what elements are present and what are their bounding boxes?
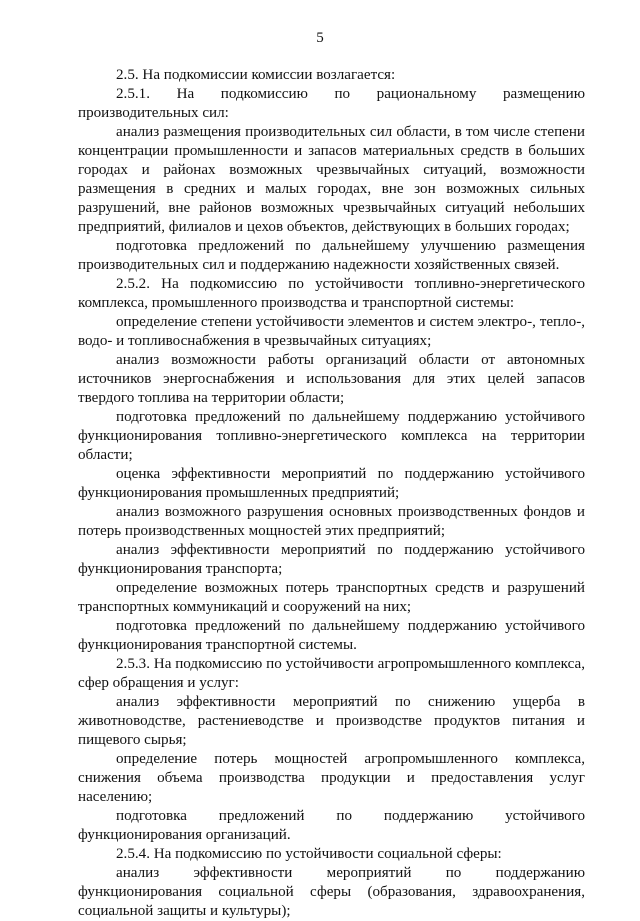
page-number: 5 <box>316 30 324 46</box>
paragraph: анализ размещения производительных сил области, в том числе степени концентрации промышленности и запасов материальных средств в больших городах и районах возможных чрезвычайных ситуаций, возможности размещения в средних и малых городах, вне зон возможных сильных разрушений, вне районов возможных чрезвычайных ситуаций небольших предприятий, филиалов и цехов объектов, действующих в больших городах; <box>78 124 585 235</box>
paragraph-2-5-1: 2.5.1. На подкомиссию по рациональному размещению производительных сил: <box>78 86 585 121</box>
paragraph-2-5-2: 2.5.2. На подкомиссию по устойчивости топливно-энергетического комплекса, промышленного производства и транспортной системы: <box>78 276 585 311</box>
paragraph-2-5-3: 2.5.3. На подкомиссию по устойчивости агропромышленного комплекса, сфер обращения и услуг: <box>78 656 585 691</box>
document-body <box>78 66 585 921</box>
paragraph: определение потерь мощностей агропромышленного комплекса, снижения объема производства продукции и предоставления услуг населению; <box>78 751 585 805</box>
paragraph: определение возможных потерь транспортных средств и разрушений транспортных коммуникаций и сооружений на них; <box>78 580 585 615</box>
paragraph: анализ эффективности мероприятий по снижению ущерба в животноводстве, растениеводстве и производстве продуктов питания и пищевого сырья; <box>78 694 585 748</box>
paragraph-2-5: 2.5. На подкомиссии комиссии возлагается: <box>116 67 396 83</box>
paragraph: подготовка предложений по поддержанию устойчивого функционирования организаций. <box>78 808 585 843</box>
paragraph: оценка эффективности мероприятий по поддержанию устойчивого функционирования промышленных предприятий; <box>78 466 585 501</box>
paragraph: подготовка предложений по дальнейшему улучшению размещения производительных сил и поддержанию надежности хозяйственных связей. <box>78 238 585 273</box>
paragraph: определение степени устойчивости элементов и систем электро-, тепло-, водо- и топливоснабжения в чрезвычайных ситуациях; <box>78 314 585 349</box>
paragraph: подготовка предложений по дальнейшему поддержанию устойчивого функционирования топливно-энергетического комплекса на территории области; <box>78 409 585 463</box>
paragraph-2-5-4: 2.5.4. На подкомиссию по устойчивости социальной сферы: <box>116 846 502 862</box>
paragraph: анализ возможного разрушения основных производственных фондов и потерь производственных мощностей этих предприятий; <box>78 504 585 539</box>
paragraph: подготовка предложений по дальнейшему поддержанию устойчивого функционирования транспортной системы. <box>78 618 585 653</box>
paragraph: анализ эффективности мероприятий по поддержанию устойчивого функционирования транспорта; <box>78 542 585 577</box>
paragraph: анализ эффективности мероприятий по поддержанию функционирования социальной сферы (образования, здравоохранения, социальной защиты и культуры); <box>78 865 585 919</box>
paragraph: анализ возможности работы организаций области от автономных источников энергоснабжения и использования для этих целей запасов твердого топлива на территории области; <box>78 352 585 406</box>
